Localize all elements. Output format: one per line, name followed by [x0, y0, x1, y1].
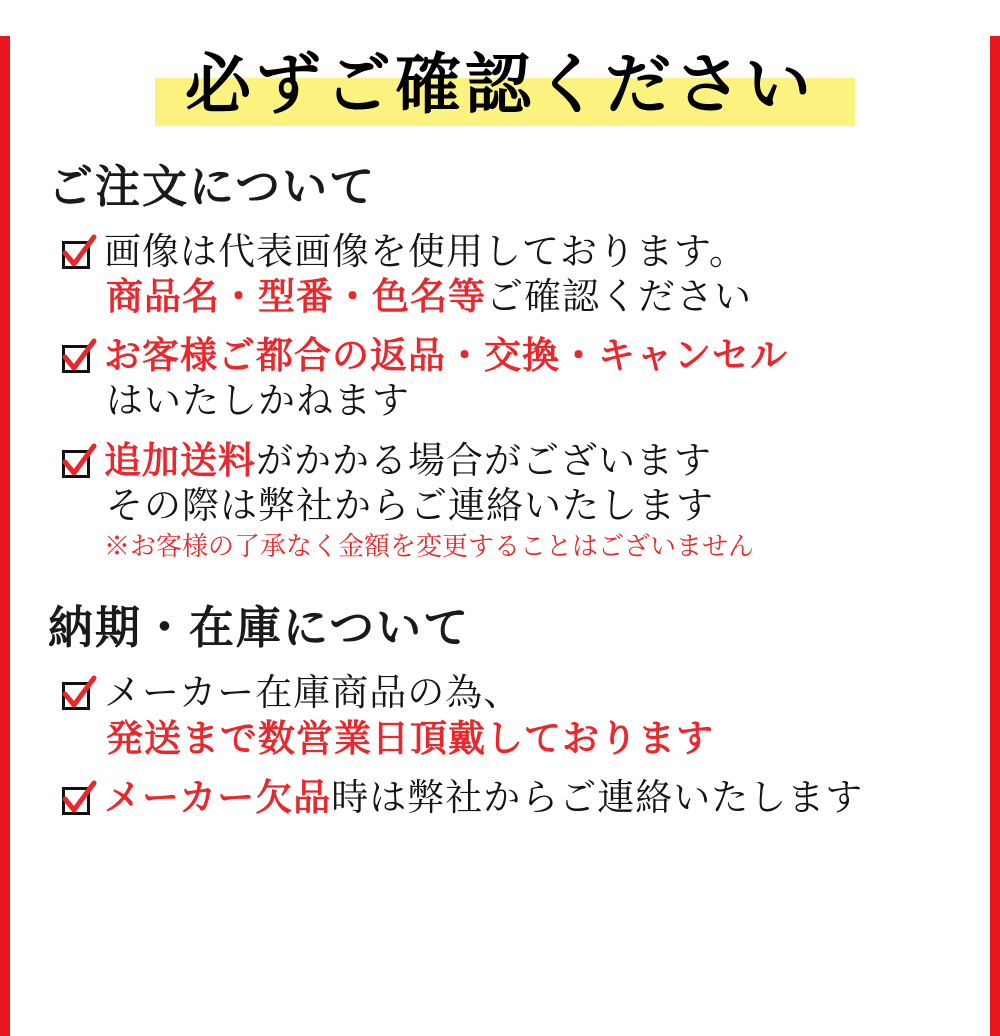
list-item-text — [104, 775, 990, 820]
list-line — [104, 775, 990, 820]
list-item — [58, 229, 990, 319]
section-heading-delivery: 納期・在庫について — [48, 601, 471, 655]
list-item — [58, 775, 990, 821]
list-item-text — [104, 670, 990, 760]
list-line-note: ※お客様の了承なく金額を変更することはございません — [104, 531, 755, 562]
list-line: メーカー在庫商品の為、 — [104, 671, 522, 715]
list-line-suffix: 時は弊社からご連絡いたします — [331, 775, 864, 819]
list-item — [58, 670, 990, 760]
list-line — [106, 274, 990, 319]
page-title — [10, 36, 990, 132]
list-item — [58, 438, 990, 564]
notice-page — [0, 36, 1000, 1036]
emphasis-text: 商品名・型番・色名等 — [106, 274, 486, 319]
list-item-text — [104, 333, 990, 423]
notice-content — [10, 36, 990, 1036]
list-line-suffix: がかかる場合がございます — [256, 438, 712, 482]
list-line: はいたしかねます — [106, 379, 410, 423]
list-item — [58, 333, 990, 423]
emphasis-text: 追加送料 — [104, 437, 256, 482]
list-line: 画像は代表画像を使用しております。 — [104, 230, 748, 273]
list-line: その際は弊社からご連絡いたします — [106, 483, 714, 527]
list-line: お客様ご都合の返品・交換・キャンセル — [104, 333, 788, 378]
emphasis-text: メーカー欠品 — [104, 774, 332, 819]
checkbox-checked-icon — [58, 676, 98, 716]
list-line-suffix: ご確認ください — [486, 275, 752, 319]
checkbox-checked-icon — [58, 444, 98, 484]
checkbox-checked-icon — [58, 781, 98, 821]
list-line — [104, 438, 990, 483]
checkbox-checked-icon — [58, 339, 98, 379]
section-heading-orders: ご注文について — [48, 160, 377, 213]
title-text: 必ずご確認ください — [185, 45, 815, 123]
list-item-text — [104, 229, 990, 319]
list-item-text — [104, 438, 990, 564]
list-line: 発送まで数営業日頂戴しております — [106, 715, 714, 760]
checkbox-checked-icon — [58, 235, 98, 275]
